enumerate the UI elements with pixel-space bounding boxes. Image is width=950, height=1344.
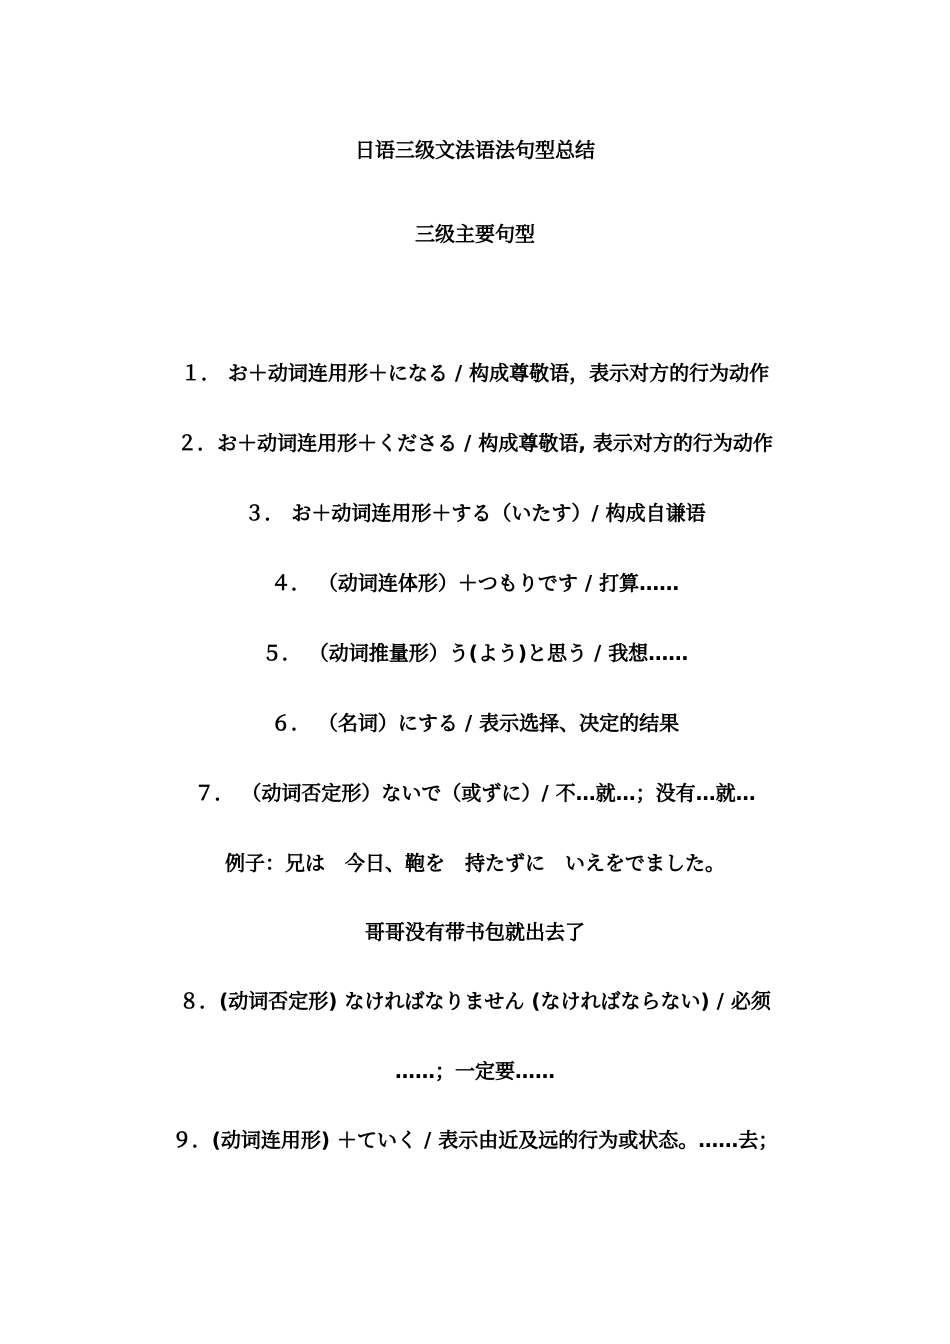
grammar-item-4: ４． （动词连体形）＋つもりです / 打算…… <box>270 571 680 595</box>
grammar-item-8: ８．(动词否定形) なければなりません (なければならない) / 必须 <box>179 989 771 1013</box>
example-translation: 哥哥没有带书包就出去了 <box>365 920 585 944</box>
grammar-item-7: ７． （动词否定形）ないで（或ずに）/ 不…就…；没有…就… <box>194 781 756 805</box>
document-title: 日语三级文法语法句型总结 <box>355 138 595 162</box>
grammar-item-6: ６． （名词）にする / 表示选择、决定的结果 <box>270 711 680 735</box>
grammar-item-9: ９．(动词连用形) ＋ていく / 表示由近及远的行为或状态。……去； <box>171 1128 779 1152</box>
grammar-item-1: １． お＋动词连用形＋になる / 构成尊敬语，表示对方的行为动作 <box>180 361 770 385</box>
document-subtitle: 三级主要句型 <box>415 222 535 246</box>
example-sentence: 例子：兄は 今日、鞄を 持たずに いえをでました。 <box>225 851 725 875</box>
grammar-item-3: ３． お＋动词连用形＋する（いたす）/ 构成自谦语 <box>244 501 706 525</box>
grammar-item-8-continued: ……；一定要…… <box>395 1059 555 1083</box>
grammar-item-2: ２．お＋动词连用形＋くださる / 构成尊敬语, 表示对方的行为动作 <box>177 431 773 455</box>
grammar-item-5: ５． （动词推量形）う(よう)と思う / 我想…… <box>261 641 689 665</box>
